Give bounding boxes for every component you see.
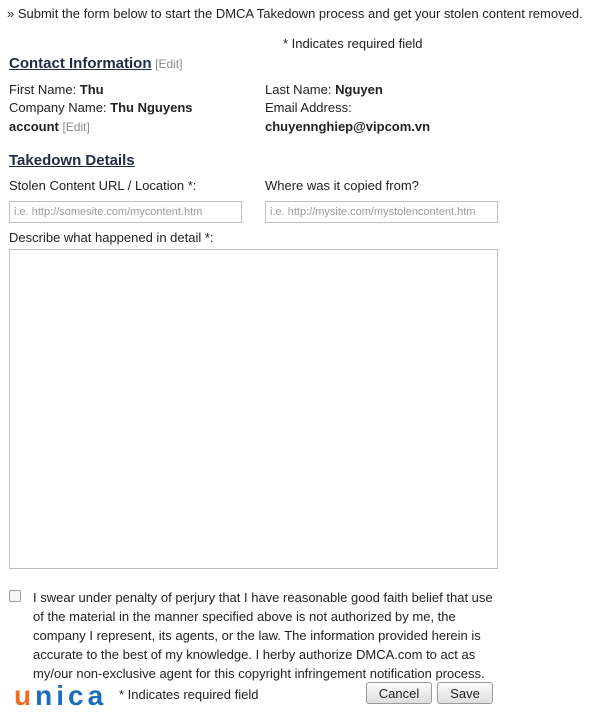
company-edit-link[interactable]: [Edit] <box>62 120 90 134</box>
save-button[interactable]: Save <box>437 682 493 704</box>
last-name-label: Last Name: <box>265 82 332 97</box>
takedown-section-header <box>9 152 135 169</box>
stolen-url-label: Stolen Content URL / Location *: <box>9 178 197 193</box>
contact-edit-link[interactable]: [Edit] <box>155 57 183 71</box>
last-name-value: Nguyen <box>335 82 383 97</box>
copied-from-label: Where was it copied from? <box>265 178 419 193</box>
describe-textarea[interactable] <box>9 249 498 569</box>
copied-from-input[interactable] <box>265 201 498 223</box>
company-label: Company Name: <box>9 100 107 115</box>
company-value-line2: account <box>9 119 59 134</box>
takedown-section-title: Takedown Details <box>9 152 135 169</box>
logo-letter-u: u <box>14 680 36 711</box>
unica-logo <box>14 680 107 712</box>
oath-text: I swear under penalty of perjury that I have reasonable good faith belief that use of the material in the manner specified above is not authorized by me, the company I represent, its agents, or the law. The information provided herein is accurate to the best of my knowledge. I herby authorize DMCA.com to act as my/our non-exclusive agent for this copyright infringement notification process. <box>33 590 493 681</box>
intro-text: » Submit the form below to start the DMCA Takedown process and get your stolen content removed. <box>7 6 583 21</box>
first-name-row <box>9 82 104 97</box>
company-row <box>9 100 193 115</box>
required-note-bottom: * Indicates required field <box>119 687 259 702</box>
company-row-2 <box>9 119 90 134</box>
cancel-button[interactable]: Cancel <box>366 682 432 704</box>
oath-checkbox[interactable] <box>9 590 21 602</box>
contact-section-title: Contact Information <box>9 55 152 72</box>
email-label: Email Address: <box>265 100 352 115</box>
required-note-top: * Indicates required field <box>283 36 423 51</box>
last-name-row <box>265 82 383 97</box>
describe-label: Describe what happened in detail *: <box>9 230 214 245</box>
stolen-url-input[interactable] <box>9 201 242 223</box>
company-value: Thu Nguyens <box>110 100 193 115</box>
email-value: chuyennghiep@vipcom.vn <box>265 119 431 134</box>
first-name-label: First Name: <box>9 82 77 97</box>
contact-section-header <box>9 55 182 72</box>
logo-letters-rest: nica <box>35 680 108 711</box>
first-name-value: Thu <box>79 82 104 97</box>
